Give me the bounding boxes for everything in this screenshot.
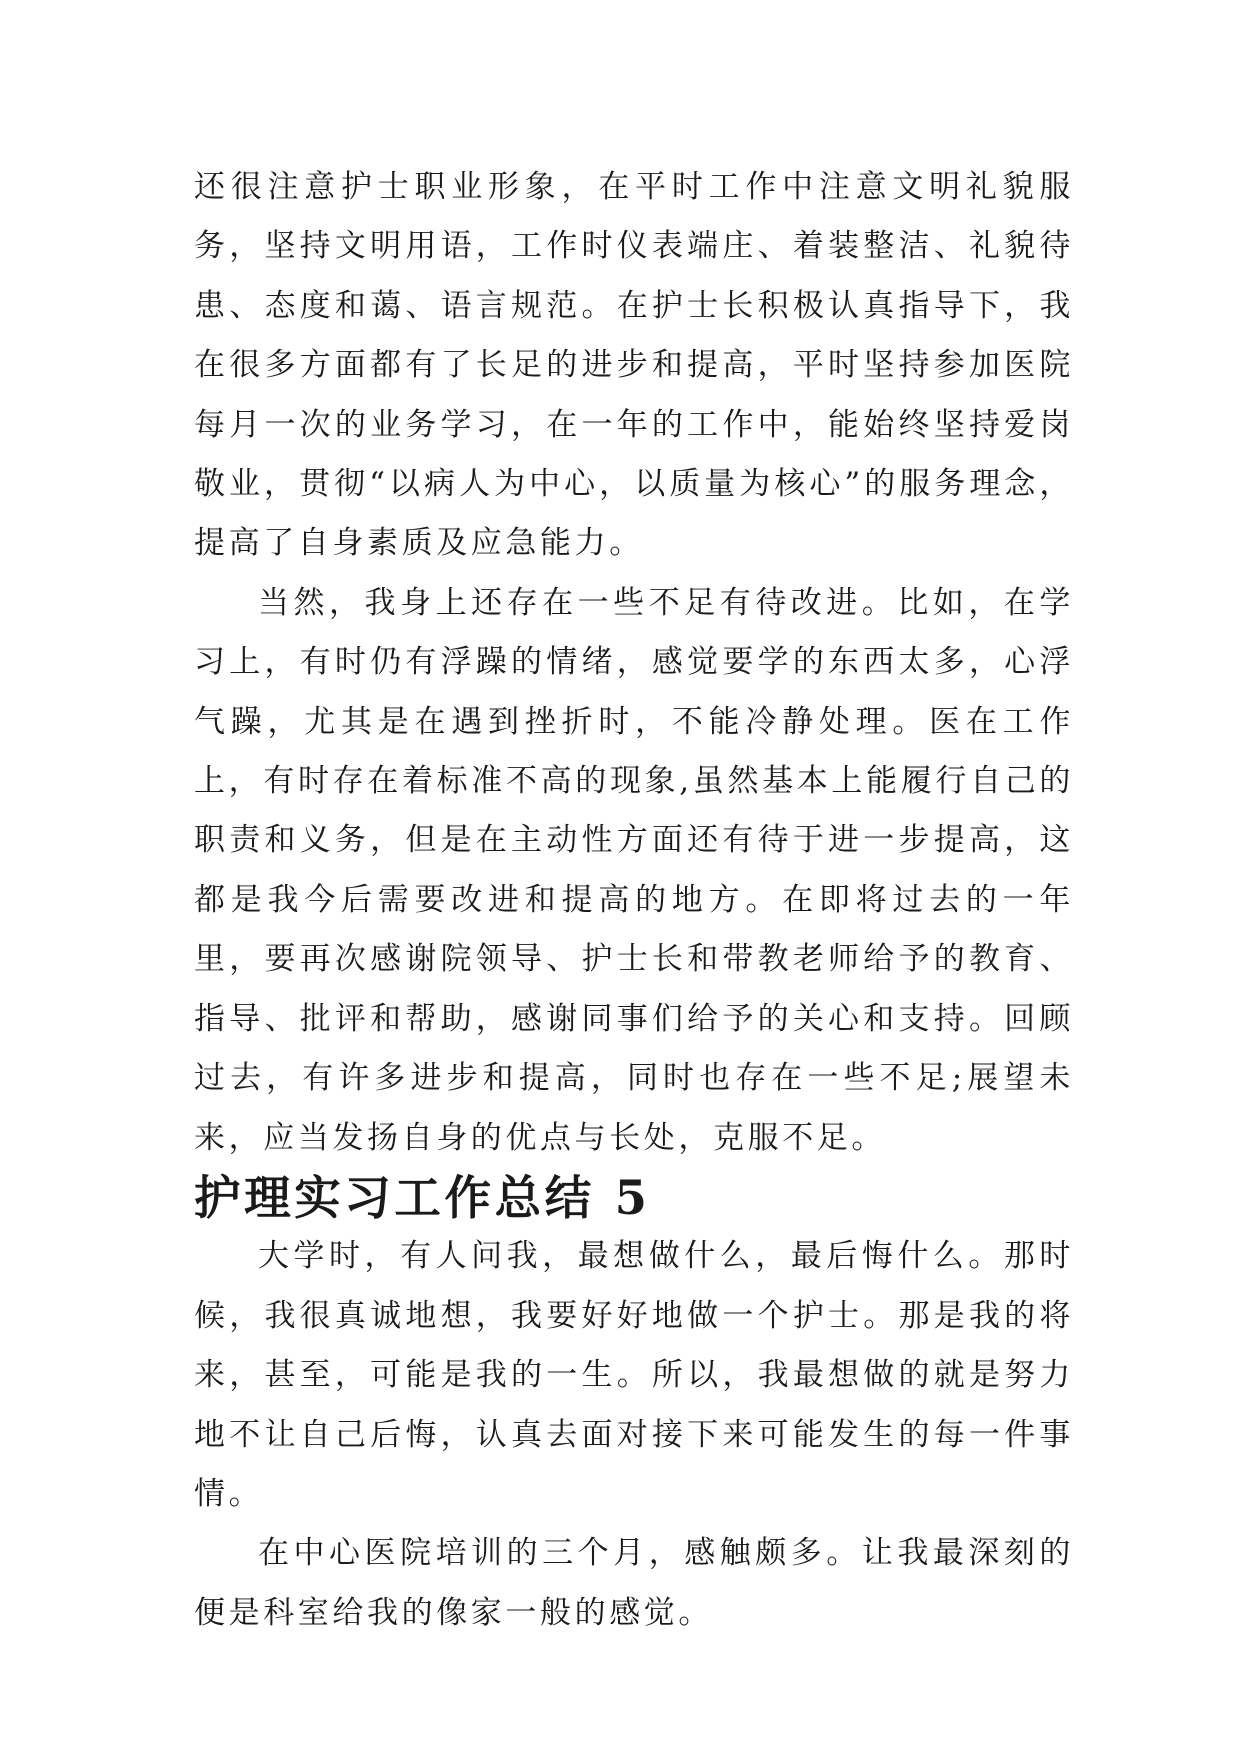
paragraph-professional-image: 还很注意护士职业形象，在平时工作中注意文明礼貌服务，坚持文明用语，工作时仪表端庄、着装整洁、礼貌待患、态度和蔼、语言规范。在护士长积极认真指导下，我在很多方面都有了长足的进步和提高，平时坚持参加医院每月一次的业务学习，在一年的工作中，能始终坚持爱岗敬业，贯彻“以病人为中心，以质量为核心”的服务理念，提高了自身素质及应急能力。: [194, 169, 1074, 562]
paragraph-training-feelings: 在中心医院培训的三个月，感触颇多。让我最深刻的便是科室给我的像家一般的感觉。: [194, 1535, 1074, 1631]
document-body: [194, 158, 1074, 1643]
paragraph-shortcomings: 当然，我身上还存在一些不足有待改进。比如，在学习上，有时仍有浮躁的情绪，感觉要学的东西太多，心浮气躁，尤其是在遇到挫折时，不能冷静处理。医在工作上，有时存在着标准不高的现象,虽然基本上能履行自己的职责和义务，但是在主动性方面还有待于进一步提高，这都是我今后需要改进和提高的地方。在即将过去的一年里，要再次感谢院领导、护士长和带教老师给予的教育、指导、批评和帮助，感谢同事们给予的关心和支持。回顾过去，有许多进步和提高，同时也存在一些不足;展望未来，应当发扬自身的优点与长处，克服不足。: [194, 584, 1074, 1156]
paragraph-university-memory: 大学时，有人问我，最想做什么，最后悔什么。那时候，我很真诚地想，我要好好地做一个护士。那是我的将来，甚至，可能是我的一生。所以，我最想做的就是努力地不让自己后悔，认真去面对接下来可能发生的每一件事情。: [194, 1238, 1074, 1512]
section-title: 护理实习工作总结 5: [194, 1169, 651, 1225]
